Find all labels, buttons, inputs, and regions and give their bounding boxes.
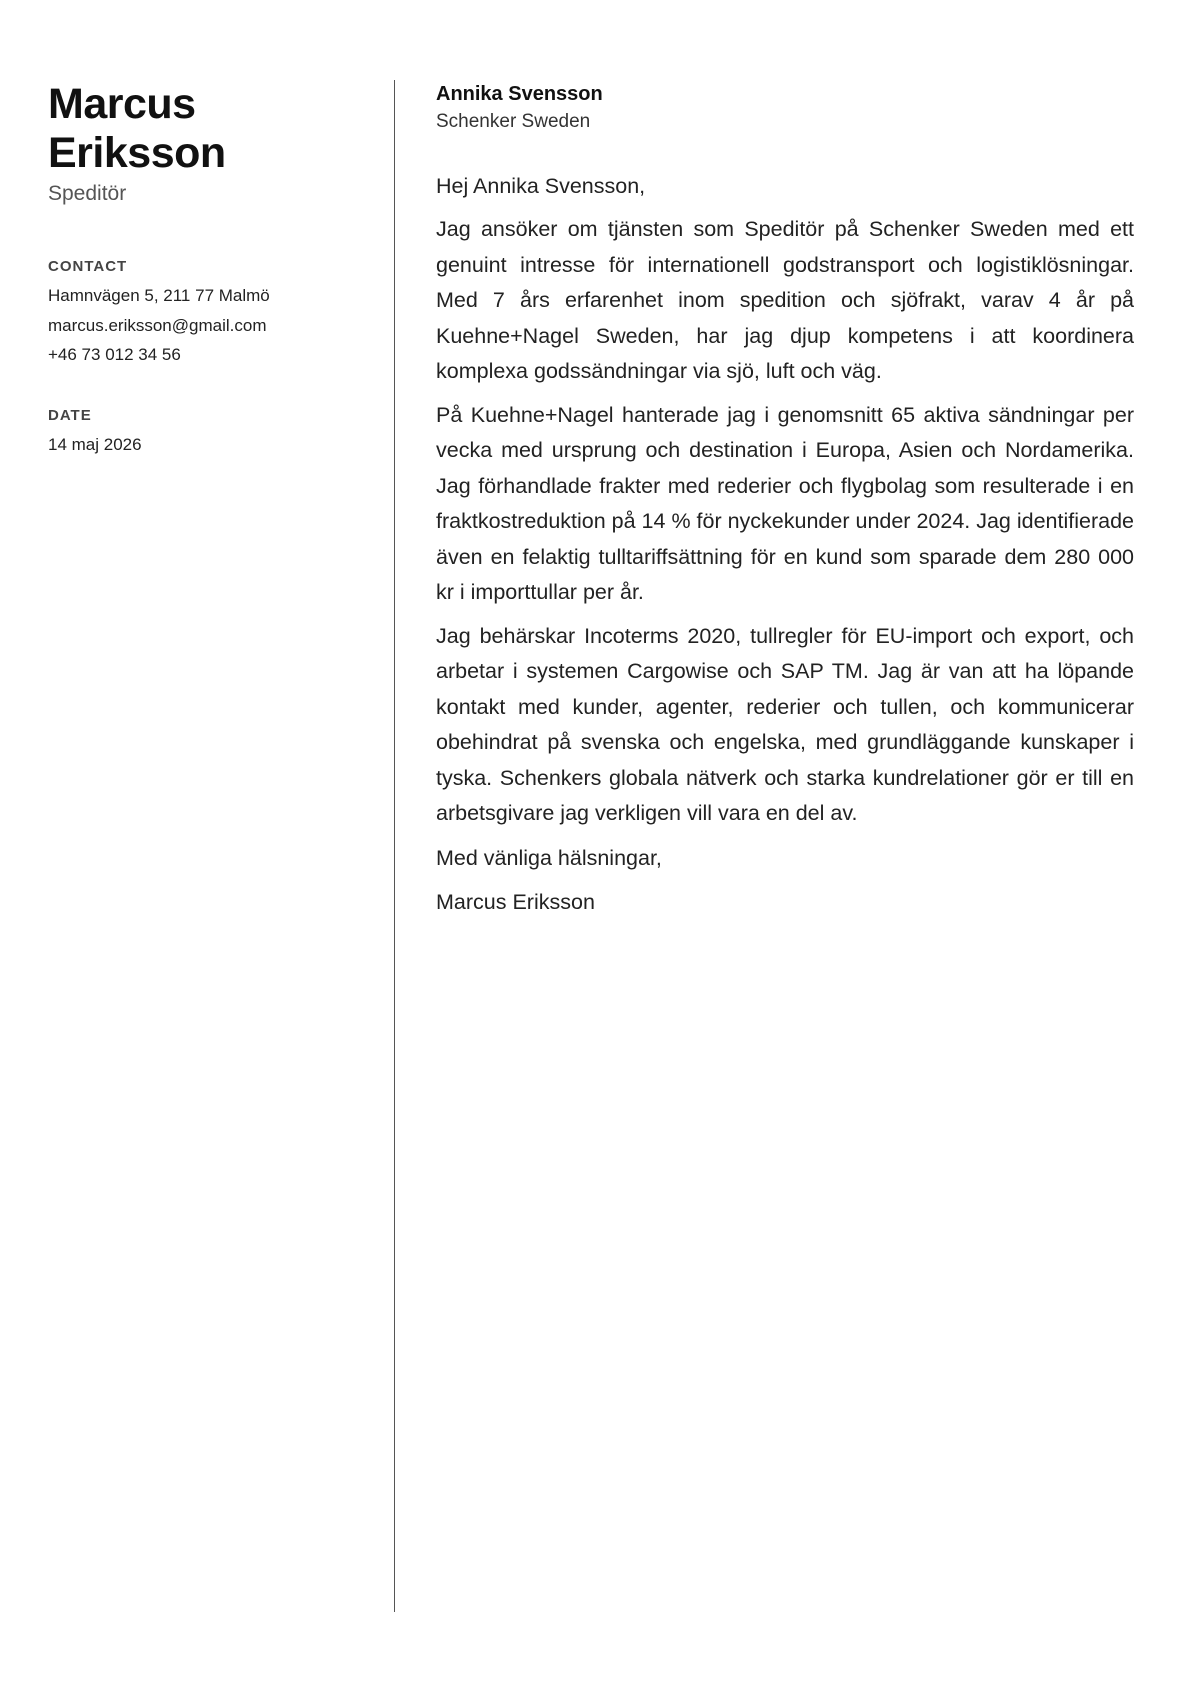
contact-email: marcus.eriksson@gmail.com xyxy=(48,315,267,335)
sender-first-name: Marcus xyxy=(48,80,196,128)
contact-section xyxy=(48,258,270,370)
letter-closing: Med vänliga hälsningar, xyxy=(436,845,662,870)
column-divider xyxy=(394,80,395,1612)
letter-greeting: Hej Annika Svensson, xyxy=(436,174,646,198)
sender-name xyxy=(48,80,378,178)
date-details xyxy=(48,430,142,460)
letter-paragraph: Jag behärskar Incoterms 2020, tullregler för EU-import och export, och arbetar i systemen Cargowise och SAP TM. Jag är van att ha löpande kontakt med kunder, agenter, rederier och tullen, och kommunicerar obehindrat på svenska och engelska, med grundläggande kunskaper i tyska. Schenkers globala nätverk och starka kundrelationer gör er till en arbetsgivare jag verkligen vill vara en del av. xyxy=(436,623,1134,825)
sender-last-name: Eriksson xyxy=(48,129,226,177)
date-section xyxy=(48,407,142,460)
sender-job-title: Speditör xyxy=(48,182,127,205)
letter-paragraph: På Kuehne+Nagel hanterade jag i genomsnitt 65 aktiva sändningar per vecka med ursprung och destination i Europa, Asien och Nordamerika. Jag förhandlade frakter med rederier och flygbolag som resulterade i en fraktkostreduktion på 14 % för nyckekunder under 2024. Jag identifierade även en felaktig tulltariffsättning för en kund som sparade dem 280 000 kr i importtullar per år. xyxy=(436,402,1134,604)
sidebar xyxy=(48,80,378,454)
contact-phone: +46 73 012 34 56 xyxy=(48,345,181,364)
date-label: DATE xyxy=(48,407,92,424)
contact-label: CONTACT xyxy=(48,258,128,275)
letter-signature: Marcus Eriksson xyxy=(436,889,595,914)
contact-details xyxy=(48,281,270,370)
date-value: 14 maj 2026 xyxy=(48,435,142,454)
recipient-name: Annika Svensson xyxy=(436,83,603,105)
recipient-company: Schenker Sweden xyxy=(436,111,591,132)
letter-paragraph: Jag ansöker om tjänsten som Speditör på Schenker Sweden med ett genuint intresse för internationell godstransport och logistiklösningar. Med 7 års erfarenhet inom spedition och sjöfrakt, varav 4 år på Kuehne+Nagel Sweden, har jag djup kompetens i att koordinera komplexa godssändningar via sjö, luft och väg. xyxy=(436,217,1134,383)
letter-body xyxy=(436,80,1134,920)
contact-address: Hamnvägen 5, 211 77 Malmö xyxy=(48,286,270,305)
